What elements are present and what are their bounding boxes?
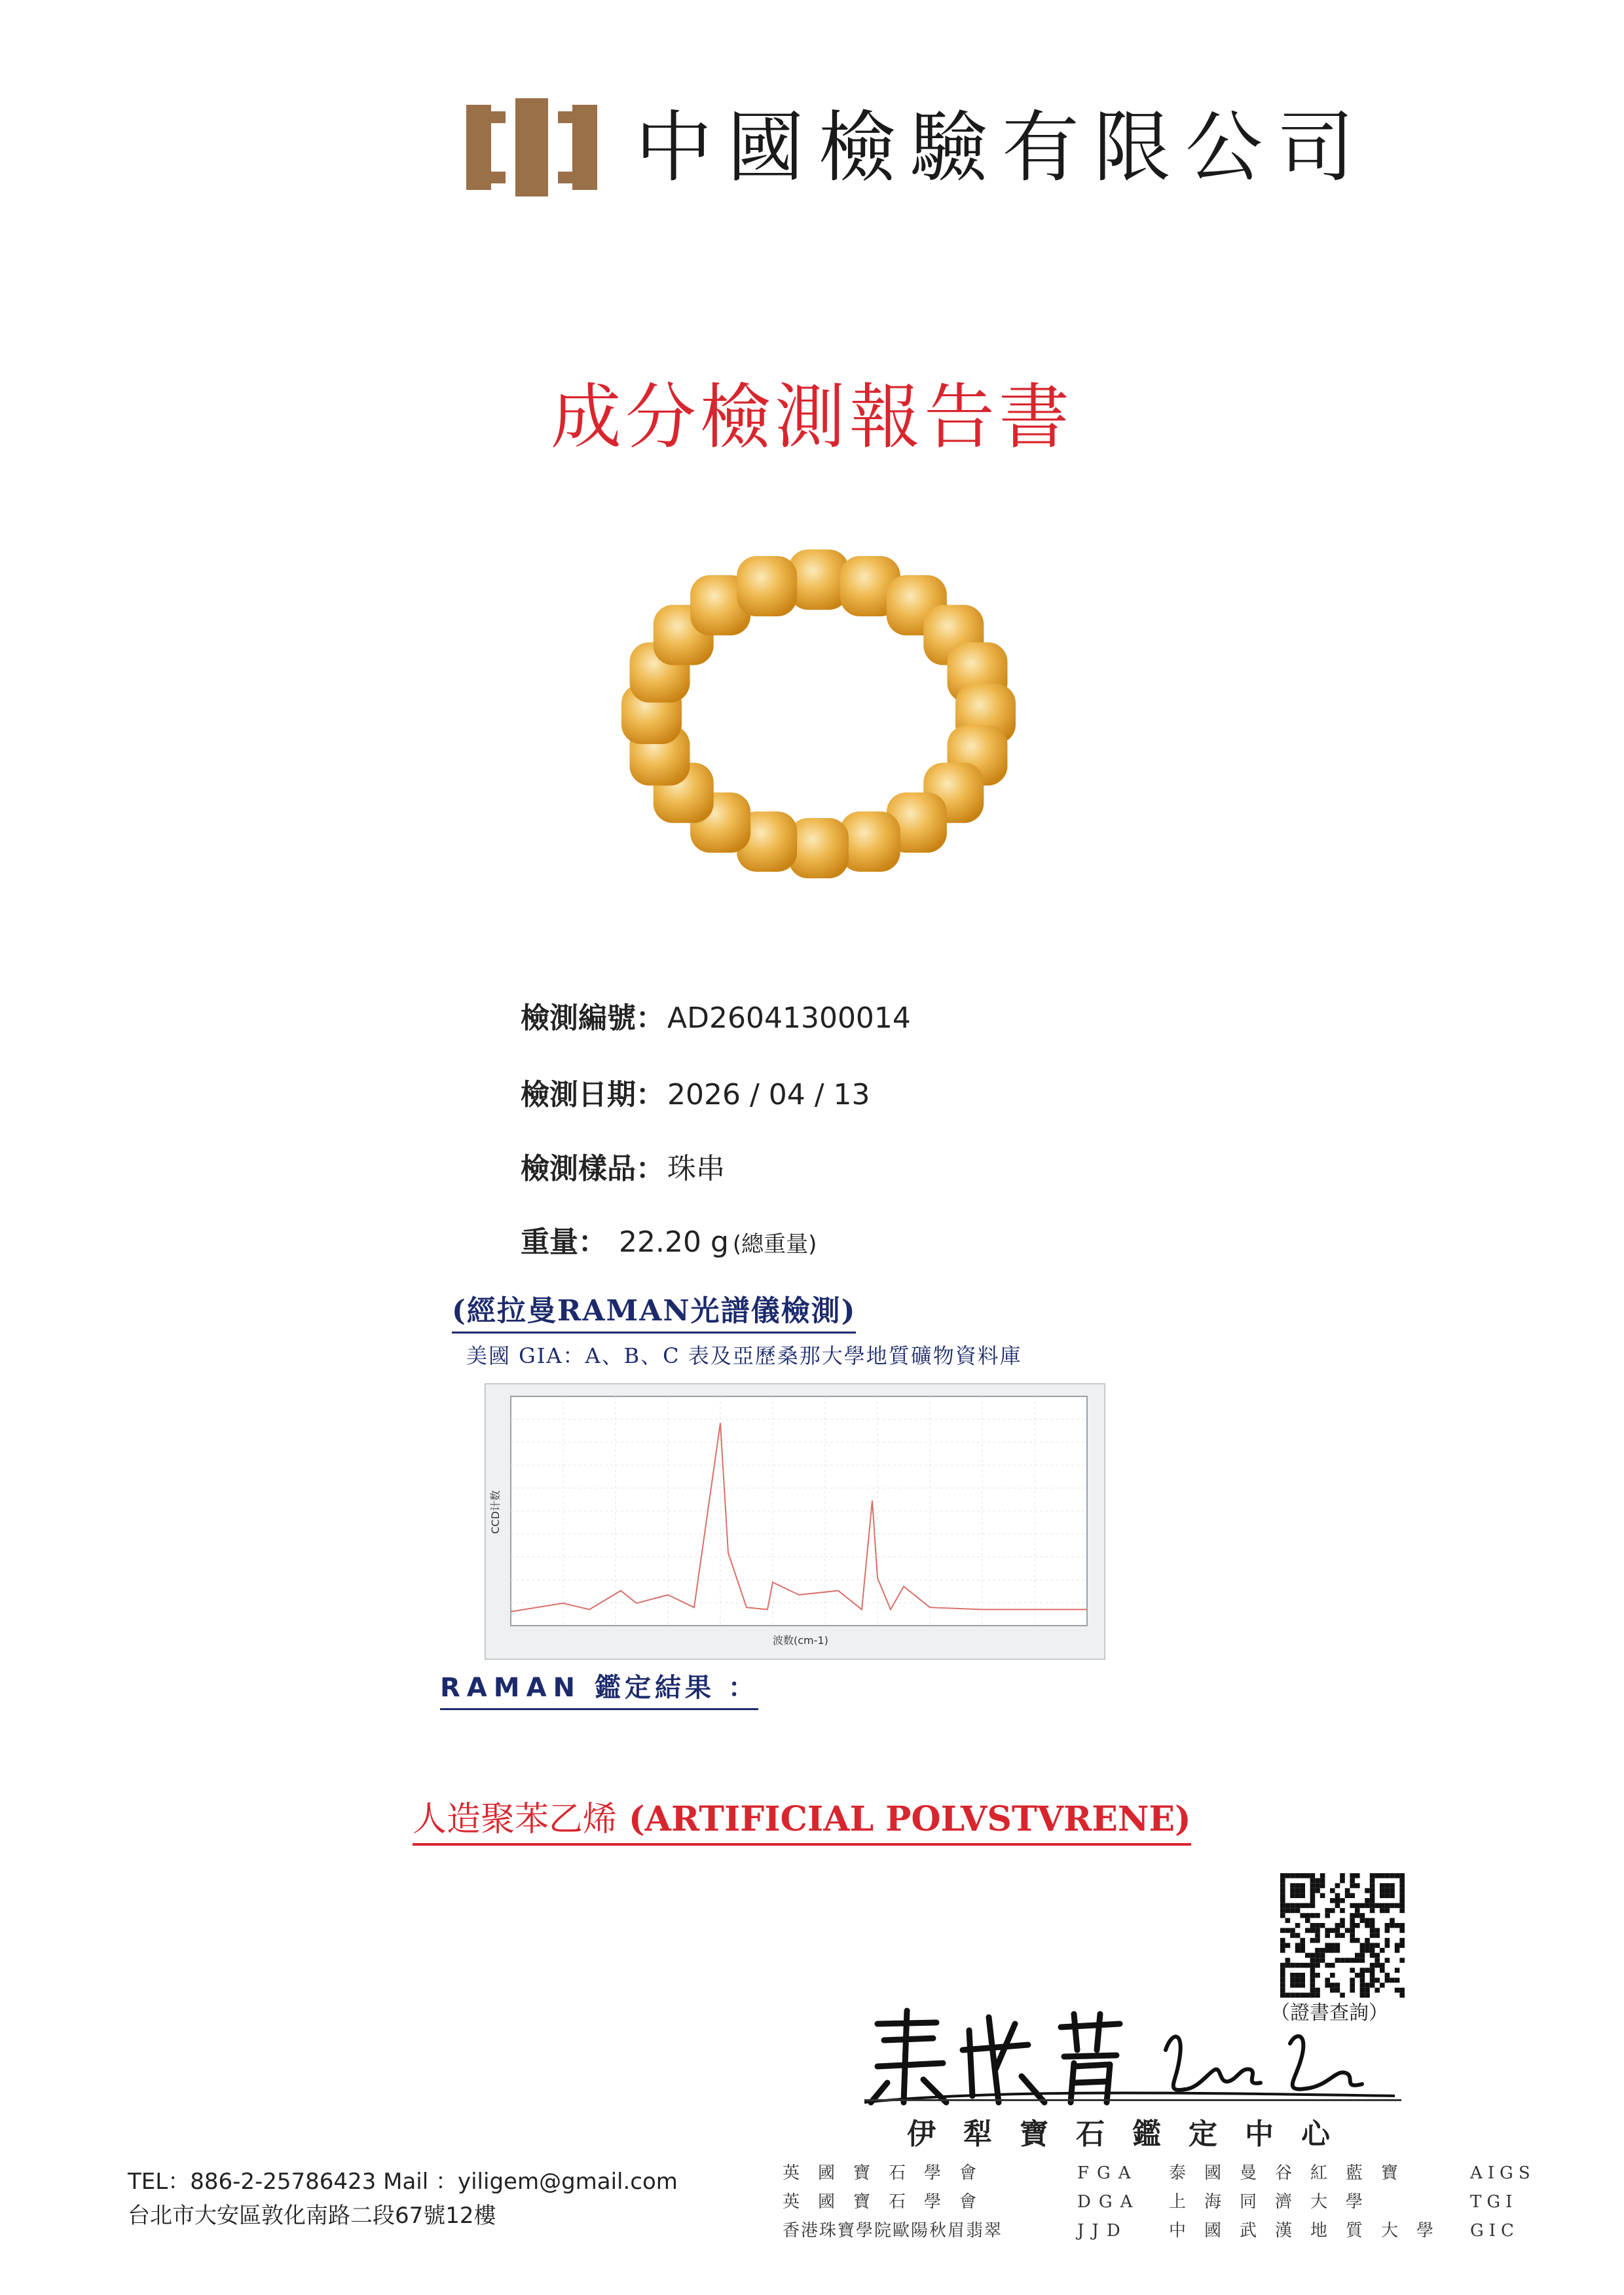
result-label — [440, 1667, 758, 1710]
y-axis-label: CCD计数 — [489, 1490, 502, 1534]
bead — [737, 556, 797, 616]
company-logo-icon — [466, 98, 600, 196]
test-number-label: 檢測編號： — [521, 1001, 665, 1035]
company-name: 中國檢驗有限公司 — [635, 102, 1369, 193]
reference-database: 美國 GIA：A、B、C 表及亞歷桑那大學地質礦物資料庫 — [466, 1343, 1022, 1368]
qr-label: （證書查詢） — [1270, 2002, 1388, 2024]
contact-line-address: 台北市大安區敦化南路二段67號12樓 — [128, 2203, 496, 2229]
test-method: (經拉曼RAMAN光譜儀檢測) — [452, 1287, 856, 1334]
weight-value: 22.20 g — [619, 1225, 729, 1259]
credential-row: 英國寶石學會 DGA 上海同濟大學 TGI — [783, 2192, 1518, 2212]
weight-label: 重量： — [521, 1225, 607, 1259]
test-number-row — [521, 994, 911, 1036]
test-date-label: 檢測日期： — [521, 1078, 665, 1111]
contact-line-phone-mail: TEL：886-2-25786423 Mail ：yiligem@gmail.com — [128, 2169, 678, 2195]
contact-info — [128, 2165, 678, 2233]
handwritten-signature — [858, 2004, 1408, 2112]
x-axis-label: 波数(cm-1) — [773, 1634, 828, 1647]
weight-row — [521, 1218, 817, 1260]
test-date-row — [521, 1071, 870, 1113]
test-date-value: 2026 / 04 / 13 — [667, 1078, 870, 1111]
identification-center-name: 伊犁寶石鑑定中心 — [907, 2118, 1357, 2151]
raman-spectrum-chart — [485, 1383, 1105, 1660]
result-label-zh: 鑑定結果 ： — [595, 1672, 758, 1703]
signature-line — [864, 2099, 1401, 2101]
credential-row: 香港珠寶學院歐陽秋眉翡翠 JJD 中國武漢地質大學 GIC — [783, 2221, 1519, 2241]
credentials-list — [783, 2159, 1536, 2245]
test-sample-value: 珠串 — [667, 1152, 725, 1185]
bead — [788, 550, 849, 610]
test-sample-row — [521, 1145, 725, 1187]
result-value-zh: 人造聚苯乙烯 — [413, 1800, 618, 1839]
credential-row: 英國寶石學會 FGA 泰國曼谷紅藍寶 AIGS — [783, 2163, 1536, 2183]
report-title: 成分檢測報告書 — [550, 377, 1073, 458]
bead-bracelet-photo — [609, 537, 1028, 891]
result-value-en: (ARTIFICIAL POLVSTVRENE) — [629, 1799, 1191, 1839]
qr-code-icon[interactable] — [1280, 1873, 1405, 1998]
weight-note: (總重量) — [732, 1231, 817, 1258]
result-label-en: RAMAN — [440, 1673, 581, 1703]
identification-result — [413, 1791, 1191, 1846]
test-number-value: AD26041300014 — [667, 1001, 911, 1035]
bead — [788, 818, 849, 878]
bead — [840, 812, 900, 872]
test-sample-label: 檢測樣品： — [521, 1152, 665, 1185]
